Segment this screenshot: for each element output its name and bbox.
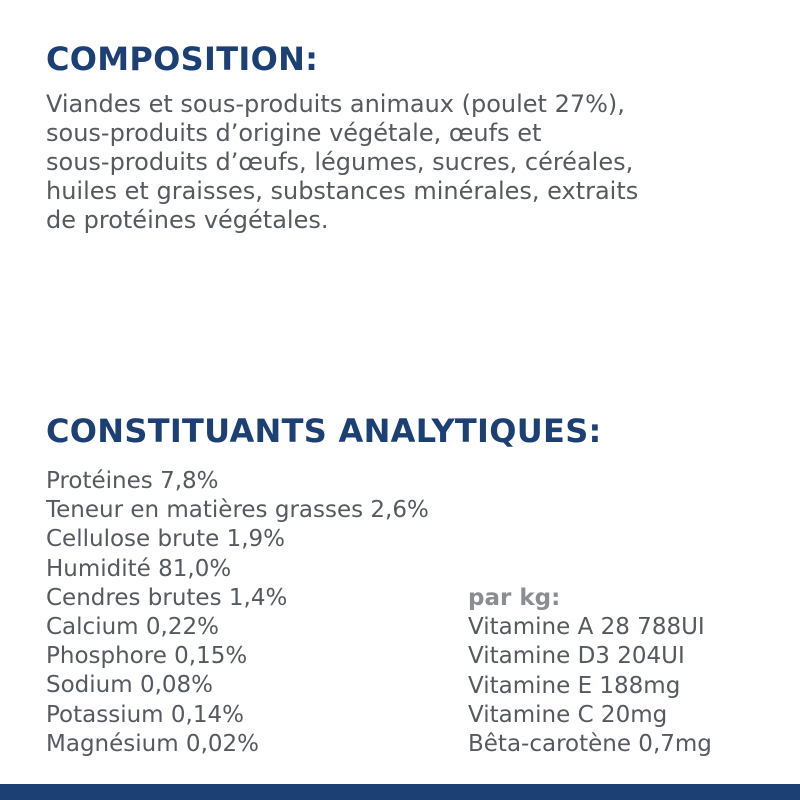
composition-line: huiles et graisses, substances minérales, extraits (46, 177, 639, 205)
composition-line: sous-produits d’origine végétale, œufs et (46, 119, 542, 147)
list-item: Calcium 0,22% (46, 614, 219, 641)
list-item: Vitamine C 20mg (468, 701, 668, 728)
list-item: Protéines 7,8% (46, 468, 219, 494)
analytic-constituents-heading: CONSTITUANTS ANALYTIQUES: (46, 412, 602, 450)
list-item: Potassium 0,14% (46, 701, 244, 728)
list-item: Teneur en matières grasses 2,6% (46, 497, 429, 524)
analytic-constituents-list (46, 467, 429, 759)
footer-bar (0, 784, 800, 800)
list-item: Cendres brutes 1,4% (46, 584, 288, 611)
list-item: Cellulose brute 1,9% (46, 526, 286, 553)
list-item: Bêta-carotène 0,7mg (468, 731, 712, 758)
list-item: Vitamine D3 204UI (468, 643, 685, 670)
list-item: Vitamine E 188mg (468, 672, 681, 699)
composition-text (46, 90, 766, 235)
composition-heading: COMPOSITION: (46, 40, 319, 78)
list-item: Vitamine A 28 788UI (468, 614, 705, 641)
per-kg-label: par kg: (468, 585, 561, 611)
composition-line: sous-produits d’œufs, légumes, sucres, céréales, (46, 148, 634, 176)
list-item: Magnésium 0,02% (46, 730, 259, 757)
composition-line: de protéines végétales. (46, 206, 329, 234)
list-item: Sodium 0,08% (46, 672, 214, 699)
composition-line: Viandes et sous-produits animaux (poulet 27%), (46, 90, 625, 118)
list-item: Humidité 81,0% (46, 555, 232, 582)
list-item: Phosphore 0,15% (46, 643, 248, 670)
vitamins-list (468, 584, 712, 759)
